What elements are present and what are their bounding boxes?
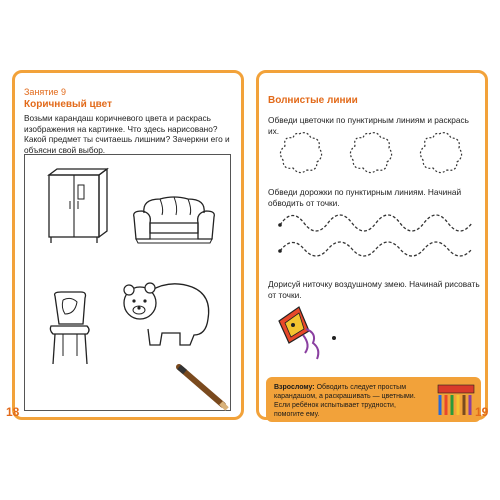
pencils-icon [434, 383, 478, 417]
kite-string-start-dot [331, 335, 337, 341]
task-flowers-text: Обведи цветочки по пунктирным линиям и раскрась их. [268, 115, 469, 136]
chair-drawing [45, 290, 95, 370]
page-title: Коричневый цвет [24, 99, 112, 110]
page-number-right: 19 [475, 405, 489, 419]
right-page [256, 70, 488, 420]
page-title-right: Волнистые линии [268, 95, 358, 106]
task-kite-text: Дорисуй ниточку воздушному змею. Начинай рисовать от точки. [268, 279, 480, 300]
page-number-left: 18 [6, 405, 20, 419]
adult-note [274, 383, 424, 419]
instruction-text: Возьми карандаш коричневого цвета и раскрась изображения на картинке. Что здесь нарисовано? Какой предмет ты считаешь лишним? Зачеркни его и объясни свой выбор. [24, 113, 230, 155]
sofa-drawing [130, 193, 218, 249]
left-page [12, 70, 244, 420]
adult-note-label: Взрослому: [274, 384, 315, 391]
kite-drawing [271, 301, 331, 371]
lesson-label: Занятие 9 [24, 87, 66, 97]
adult-note-box [266, 377, 481, 422]
bear-drawing [120, 273, 215, 348]
illustration-frame [24, 154, 231, 411]
brown-pencil-icon [173, 363, 233, 413]
dotted-wavy-paths [274, 205, 479, 265]
task-paths-text: Обведи дорожки по пунктирным линиям. Начинай обводить от точки. [268, 187, 462, 208]
wardrobe-drawing [43, 165, 113, 245]
adult-note-text: Обводить следует простым карандашом, а раскрашивать — цветными. Если ребёнок испытывает трудности, помогите ему. [274, 384, 416, 418]
dotted-flowers [277, 128, 477, 178]
